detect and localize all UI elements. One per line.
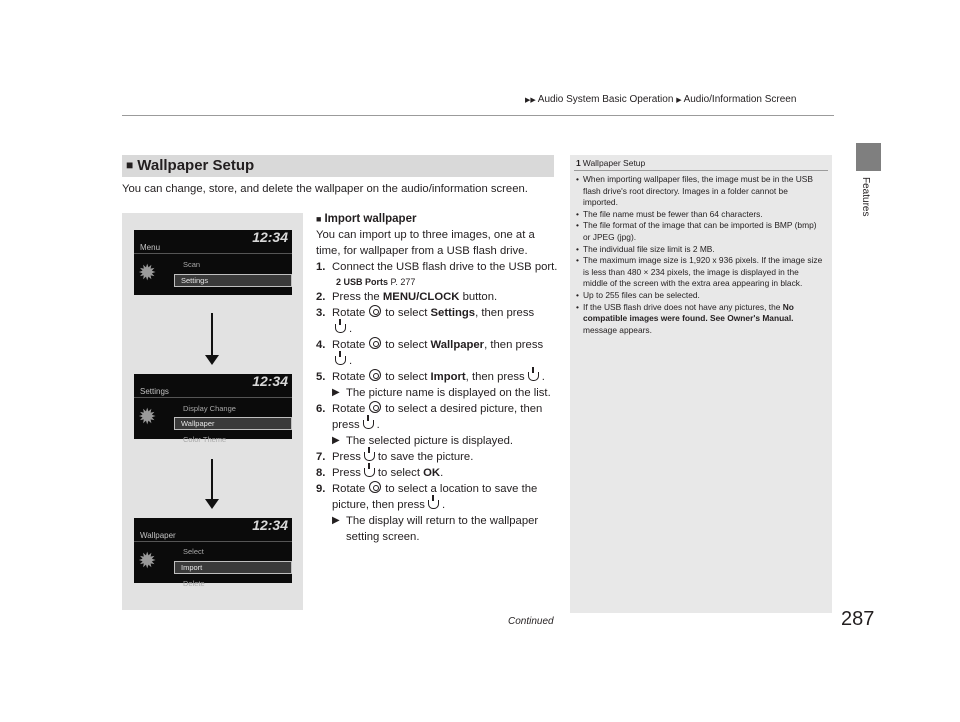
menu-clock-label: MENU/CLOCK <box>382 291 460 303</box>
push-icon <box>335 356 346 365</box>
import-label: Import <box>430 371 466 383</box>
note-item: • The file format of the image that can be imported is BMP (bmp) or JPEG (jpg). <box>576 220 824 243</box>
screen-divider <box>134 397 292 398</box>
note-list <box>576 174 824 336</box>
import-heading-text: Import wallpaper <box>324 213 417 225</box>
header-rule <box>122 115 834 116</box>
cross-reference[interactable] <box>332 275 564 289</box>
down-arrow-icon <box>202 459 222 509</box>
step-number: 2. <box>316 291 326 303</box>
menu-item-import: Import <box>174 561 292 574</box>
note-item: • Up to 255 files can be selected. <box>576 290 824 302</box>
push-icon <box>364 468 375 477</box>
step-text: to select <box>385 307 428 319</box>
step-number: 3. <box>316 307 326 319</box>
step-text: to select <box>377 467 420 479</box>
step-number: 4. <box>316 339 326 351</box>
result-arrow-icon: ▶ <box>332 435 340 446</box>
selector-knob-icon <box>369 401 381 413</box>
step-number: 7. <box>316 451 326 463</box>
chapter-label: Features <box>860 177 871 217</box>
step-text: , then press <box>475 307 535 319</box>
step-text: Connect the USB flash drive to the USB port. <box>332 261 558 273</box>
step-text: to select a location to save the picture, then press <box>332 483 538 511</box>
step-text: Press <box>332 451 361 463</box>
note-item <box>576 302 824 337</box>
step-number: 5. <box>316 371 326 383</box>
down-arrow-icon <box>202 313 222 365</box>
note-heading-text: Wallpaper Setup <box>582 158 646 168</box>
step-text: , then press <box>484 339 544 351</box>
section-intro: You can change, store, and delete the wallpaper on the audio/information screen. <box>122 183 528 195</box>
triangle-icon: ▶ <box>676 97 682 104</box>
screen-clock: 12:34 <box>252 373 288 389</box>
step-text: , then press <box>465 371 525 383</box>
note-text: message appears. <box>583 324 652 335</box>
chapter-tab[interactable] <box>856 143 881 171</box>
step-2 <box>316 289 564 305</box>
note-message-bold: No compatible images were found. See Owner's Manual. <box>583 301 794 324</box>
wallpaper-label: Wallpaper <box>430 339 485 351</box>
step-9: 9. Rotate to select a location to save the picture, then press . ▶ The display will return to the wallpaper setting screen. <box>316 481 564 545</box>
settings-label: Settings <box>430 307 476 319</box>
menu-item-scan: Scan <box>183 260 201 269</box>
selector-knob-icon <box>369 369 381 381</box>
note-text: If the USB flash drive does not have any pictures, the <box>583 301 781 312</box>
menu-item-delete: Delete <box>183 579 205 588</box>
push-icon <box>363 420 374 429</box>
step-1 <box>316 259 564 289</box>
step-number: 8. <box>316 467 326 479</box>
menu-item-settings: Settings <box>174 274 292 287</box>
square-bullet-icon: ■ <box>126 158 134 172</box>
wallpaper-figure <box>122 213 303 610</box>
step-result <box>332 433 564 449</box>
xref-page: P. 277 <box>390 277 416 287</box>
result-text: The display will return to the wallpaper setting screen. <box>346 515 539 543</box>
xref-icon: 2 <box>336 277 344 287</box>
screen-menu <box>134 230 292 295</box>
step-5: 5. Rotate to select Import, then press . ▶ The picture name is displayed on the list. <box>316 369 564 401</box>
note-rule <box>574 170 828 171</box>
step-number: 6. <box>316 403 326 415</box>
screen-clock: 12:34 <box>252 517 288 533</box>
step-result <box>332 513 564 545</box>
selector-knob-icon <box>369 481 381 493</box>
result-arrow-icon: ▶ <box>332 387 340 398</box>
step-number: 1. <box>316 261 326 273</box>
step-8: 8. Press to select OK. <box>316 467 444 479</box>
note-heading <box>576 158 645 168</box>
push-icon <box>428 500 439 509</box>
step-number: 9. <box>316 483 326 495</box>
square-bullet-icon: ■ <box>316 214 322 224</box>
note-icon: 1 <box>576 158 581 168</box>
step-text: Press <box>332 467 361 479</box>
import-heading <box>316 213 416 225</box>
import-paragraph: You can import up to three images, one at a time, for wallpaper from a USB flash drive. <box>316 229 535 257</box>
screen-settings <box>134 373 292 444</box>
push-icon <box>364 452 375 461</box>
screen-title: Settings <box>140 387 169 396</box>
step-text: button. <box>462 291 498 303</box>
selector-knob-icon <box>369 305 381 317</box>
screen-title: Wallpaper <box>140 531 176 540</box>
page-number: 287 <box>841 608 875 630</box>
step-6: 6. Rotate to select a desired picture, then press . ▶ The selected picture is displayed. <box>316 401 564 449</box>
screen-clock: 12:34 <box>252 229 288 245</box>
step-3: 3. Rotate to select Settings, then press . <box>316 307 535 335</box>
menu-item-display-change: Display Change <box>183 404 236 413</box>
xref-title: USB Ports <box>343 277 389 287</box>
note-item: • The maximum image size is 1,920 x 936 pixels. If the image size is less than 480 × 234 pixels, the image is displayed in the middle of the screen with the extra area appearing in black. <box>576 255 824 290</box>
screen-wallpaper <box>134 517 292 588</box>
step-text: Press the <box>332 291 380 303</box>
result-arrow-icon: ▶ <box>332 515 340 526</box>
side-note <box>570 155 832 613</box>
step-text: to select <box>385 371 428 383</box>
step-text: Rotate <box>332 483 366 495</box>
step-text: to select a desired picture, then press <box>332 403 543 431</box>
menu-item-color-theme: Color Theme <box>183 435 227 444</box>
continued-label: Continued <box>508 616 554 627</box>
section-title: Wallpaper Setup <box>137 157 255 174</box>
breadcrumb <box>525 94 796 105</box>
gear-icon: ✹ <box>138 260 157 285</box>
selector-knob-icon <box>369 337 381 349</box>
push-icon <box>335 324 346 333</box>
step-text: to select <box>385 339 428 351</box>
step-text: Rotate <box>332 307 366 319</box>
ok-label: OK <box>423 467 441 479</box>
result-text: The selected picture is displayed. <box>346 435 514 447</box>
breadcrumb-current: Audio/Information Screen <box>683 94 797 105</box>
screen-divider <box>134 253 292 254</box>
screen-title: Menu <box>140 243 161 252</box>
gear-icon: ✹ <box>138 404 157 429</box>
note-item: • The file name must be fewer than 64 characters. <box>576 209 824 221</box>
step-text: Rotate <box>332 371 366 383</box>
step-4: 4. Rotate to select Wallpaper, then press . <box>316 339 544 367</box>
step-result <box>332 385 564 401</box>
result-text: The picture name is displayed on the list. <box>346 387 551 399</box>
section-heading <box>122 155 554 177</box>
triangle-icon: ▶▶ <box>525 97 536 104</box>
note-item: • When importing wallpaper files, the image must be in the USB flash drive's root directory. Images in a folder cannot be imported. <box>576 174 824 209</box>
push-icon <box>528 372 539 381</box>
gear-icon: ✹ <box>138 548 157 573</box>
step-text: Rotate <box>332 339 366 351</box>
step-text: to save the picture. <box>377 451 474 463</box>
step-7 <box>316 449 564 465</box>
note-item: • The individual file size limit is 2 MB. <box>576 244 824 256</box>
breadcrumb-parent[interactable]: Audio System Basic Operation <box>537 94 674 105</box>
screen-divider <box>134 541 292 542</box>
menu-item-wallpaper: Wallpaper <box>174 417 292 430</box>
import-steps <box>316 259 564 545</box>
step-text: Rotate <box>332 403 366 415</box>
menu-item-select: Select <box>183 547 204 556</box>
